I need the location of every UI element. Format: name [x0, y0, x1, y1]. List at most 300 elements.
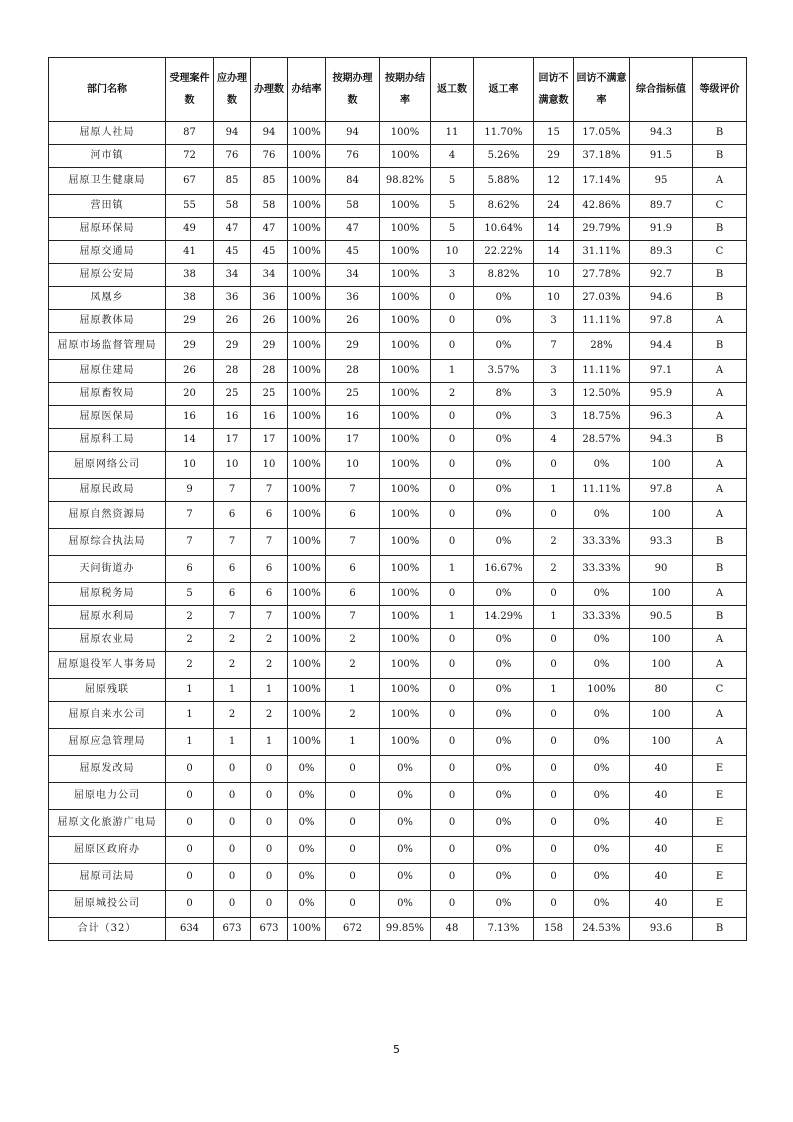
table-row [49, 145, 747, 168]
table-cell: 0% [574, 583, 630, 606]
table-row [49, 168, 747, 195]
table-cell: 0 [431, 629, 474, 652]
column-header: 按期办结率 [380, 58, 431, 122]
table-cell: 0% [474, 502, 534, 529]
table-cell: 100% [380, 583, 431, 606]
table-cell: 1 [214, 679, 251, 702]
table-cell: 90.5 [630, 606, 693, 629]
table-cell: E [693, 864, 747, 891]
table-cell: 87 [166, 122, 214, 145]
table-cell: 24 [534, 195, 574, 218]
table-cell: 6 [251, 502, 288, 529]
table-cell: 76 [214, 145, 251, 168]
table-cell: 0 [534, 502, 574, 529]
table-cell: 94 [326, 122, 380, 145]
department-name-cell: 屈原交通局 [49, 241, 166, 264]
table-cell: 100 [630, 702, 693, 729]
table-row [49, 479, 747, 502]
table-cell: 26 [166, 360, 214, 383]
table-row [49, 606, 747, 629]
table-cell: A [693, 729, 747, 756]
table-row [49, 652, 747, 679]
table-cell: 28 [326, 360, 380, 383]
column-header: 部门名称 [49, 58, 166, 122]
table-cell: 0 [166, 756, 214, 783]
table-cell: A [693, 360, 747, 383]
table-cell: 2 [431, 383, 474, 406]
table-cell: 0% [574, 729, 630, 756]
table-cell: 0 [431, 756, 474, 783]
department-name-cell: 屈原自然资源局 [49, 502, 166, 529]
table-cell: 0% [474, 729, 534, 756]
table-cell: 0 [431, 310, 474, 333]
table-cell: 2 [214, 629, 251, 652]
table-cell: B [693, 333, 747, 360]
table-cell: 0 [326, 891, 380, 918]
table-cell: 0 [431, 452, 474, 479]
table-cell: 94.3 [630, 429, 693, 452]
table-cell: 1 [431, 606, 474, 629]
table-cell: 80 [630, 679, 693, 702]
table-cell: 100% [288, 479, 326, 502]
table-cell: 40 [630, 756, 693, 783]
total-row [49, 918, 747, 941]
table-cell: 96.3 [630, 406, 693, 429]
department-name-cell: 屈原畜牧局 [49, 383, 166, 406]
table-cell: 100% [380, 218, 431, 241]
table-cell: 100% [288, 264, 326, 287]
table-cell: 0 [214, 864, 251, 891]
table-cell: 0 [431, 783, 474, 810]
table-cell: 6 [214, 556, 251, 583]
table-cell: 48 [431, 918, 474, 941]
table-cell: 100% [380, 556, 431, 583]
table-cell: 0% [574, 502, 630, 529]
table-cell: 0 [534, 756, 574, 783]
table-cell: 2 [326, 629, 380, 652]
table-cell: 25 [326, 383, 380, 406]
table-cell: 100% [380, 452, 431, 479]
table-cell: 0 [534, 891, 574, 918]
table-cell: 25 [214, 383, 251, 406]
department-name-cell: 屈原农业局 [49, 629, 166, 652]
table-cell: 7 [326, 606, 380, 629]
table-cell: A [693, 383, 747, 406]
table-cell: 7 [251, 529, 288, 556]
table-cell: 34 [326, 264, 380, 287]
table-cell: C [693, 241, 747, 264]
table-cell: 16 [214, 406, 251, 429]
column-header: 受理案件数 [166, 58, 214, 122]
table-cell: 100% [380, 264, 431, 287]
table-cell: 5 [166, 583, 214, 606]
table-cell: 0 [534, 837, 574, 864]
table-cell: 10 [534, 287, 574, 310]
table-row [49, 195, 747, 218]
table-cell: B [693, 529, 747, 556]
table-row [49, 452, 747, 479]
table-cell: B [693, 145, 747, 168]
table-cell: 0 [431, 583, 474, 606]
table-cell: 100% [288, 652, 326, 679]
table-cell: 0 [534, 810, 574, 837]
table-cell: 11 [431, 122, 474, 145]
table-row [49, 864, 747, 891]
table-cell: 100% [288, 310, 326, 333]
table-cell: 0% [474, 452, 534, 479]
table-cell: 7 [251, 479, 288, 502]
table-cell: 10 [251, 452, 288, 479]
table-cell: 100% [380, 360, 431, 383]
table-cell: 17 [326, 429, 380, 452]
table-cell: 7 [326, 479, 380, 502]
table-body [49, 122, 747, 941]
table-cell: 45 [251, 241, 288, 264]
table-cell: 100% [380, 479, 431, 502]
table-cell: 14 [534, 218, 574, 241]
table-cell: 18.75% [574, 406, 630, 429]
table-cell: 0 [166, 783, 214, 810]
table-row [49, 264, 747, 287]
table-cell: 89.3 [630, 241, 693, 264]
department-name-cell: 屈原公安局 [49, 264, 166, 287]
table-cell: 100% [288, 452, 326, 479]
table-cell: 0% [574, 810, 630, 837]
table-cell: 29 [534, 145, 574, 168]
table-cell: 0% [474, 783, 534, 810]
table-cell: 2 [251, 629, 288, 652]
table-cell: 6 [326, 502, 380, 529]
table-cell: C [693, 195, 747, 218]
table-cell: 5.88% [474, 168, 534, 195]
table-cell: C [693, 679, 747, 702]
column-header: 按期办理数 [326, 58, 380, 122]
table-cell: 1 [214, 729, 251, 756]
table-cell: 9 [166, 479, 214, 502]
table-cell: 0% [474, 702, 534, 729]
table-cell: 24.53% [574, 918, 630, 941]
table-cell: 27.78% [574, 264, 630, 287]
table-cell: 58 [326, 195, 380, 218]
table-cell: 100% [288, 702, 326, 729]
table-cell: 40 [630, 891, 693, 918]
table-cell: 6 [251, 556, 288, 583]
table-cell: 0 [534, 583, 574, 606]
table-cell: 6 [326, 556, 380, 583]
table-cell: 0 [431, 529, 474, 556]
table-cell: 38 [166, 264, 214, 287]
table-cell: 7 [166, 502, 214, 529]
table-cell: B [693, 264, 747, 287]
table-cell: 98.82% [380, 168, 431, 195]
table-cell: 1 [326, 679, 380, 702]
table-row [49, 406, 747, 429]
table-cell: 49 [166, 218, 214, 241]
table-cell: 1 [251, 679, 288, 702]
department-name-cell: 屈原发改局 [49, 756, 166, 783]
table-cell: 100% [288, 241, 326, 264]
table-cell: 1 [534, 679, 574, 702]
table-cell: 100% [288, 333, 326, 360]
table-cell: 11.11% [574, 360, 630, 383]
table-cell: 0 [214, 891, 251, 918]
table-cell: 0 [214, 756, 251, 783]
table-cell: 0 [534, 702, 574, 729]
table-cell: 7 [251, 606, 288, 629]
department-name-cell: 屈原电力公司 [49, 783, 166, 810]
table-cell: 14 [534, 241, 574, 264]
department-name-cell: 屈原自来水公司 [49, 702, 166, 729]
table-cell: 7 [214, 479, 251, 502]
table-cell: 42.86% [574, 195, 630, 218]
table-cell: 94 [251, 122, 288, 145]
table-cell: 0% [474, 756, 534, 783]
table-cell: 0% [574, 837, 630, 864]
table-cell: 2 [166, 606, 214, 629]
table-cell: 0 [251, 783, 288, 810]
table-cell: 100% [380, 606, 431, 629]
table-cell: 0 [431, 864, 474, 891]
table-cell: 100% [380, 729, 431, 756]
table-row [49, 679, 747, 702]
table-cell: 22.22% [474, 241, 534, 264]
table-cell: 5 [431, 168, 474, 195]
table-cell: 20 [166, 383, 214, 406]
table-cell: 95 [630, 168, 693, 195]
table-cell: 0% [474, 837, 534, 864]
table-cell: 10 [166, 452, 214, 479]
table-cell: 76 [326, 145, 380, 168]
table-cell: 0% [380, 864, 431, 891]
table-cell: 0 [431, 810, 474, 837]
table-cell: 1 [251, 729, 288, 756]
table-cell: 100% [380, 122, 431, 145]
table-cell: 45 [326, 241, 380, 264]
table-cell: 16.67% [474, 556, 534, 583]
table-cell: 100 [630, 502, 693, 529]
table-row [49, 891, 747, 918]
table-cell: 94.3 [630, 122, 693, 145]
table-cell: 14.29% [474, 606, 534, 629]
table-cell: B [693, 429, 747, 452]
column-header: 回访不满意率 [574, 58, 630, 122]
table-cell: 158 [534, 918, 574, 941]
table-cell: 100% [288, 168, 326, 195]
table-cell: 40 [630, 837, 693, 864]
table-cell: 17.14% [574, 168, 630, 195]
table-cell: 36 [326, 287, 380, 310]
column-header: 办结率 [288, 58, 326, 122]
table-cell: 33.33% [574, 556, 630, 583]
table-cell: 634 [166, 918, 214, 941]
table-cell: 0% [380, 891, 431, 918]
table-cell: 25 [251, 383, 288, 406]
department-name-cell: 屈原网络公司 [49, 452, 166, 479]
table-cell: 0% [380, 783, 431, 810]
table-cell: 0 [251, 864, 288, 891]
column-header: 办理数 [251, 58, 288, 122]
table-cell: 89.7 [630, 195, 693, 218]
table-cell: 100% [380, 529, 431, 556]
table-cell: 0 [534, 783, 574, 810]
table-row [49, 583, 747, 606]
department-name-cell: 营田镇 [49, 195, 166, 218]
table-cell: 29 [166, 310, 214, 333]
table-cell: 0% [380, 810, 431, 837]
department-name-cell: 屈原综合执法局 [49, 529, 166, 556]
table-cell: 0 [166, 837, 214, 864]
table-cell: A [693, 168, 747, 195]
table-cell: 58 [214, 195, 251, 218]
table-cell: 6 [251, 583, 288, 606]
column-header: 综合指标值 [630, 58, 693, 122]
table-cell: 17 [251, 429, 288, 452]
department-name-cell: 屈原民政局 [49, 479, 166, 502]
table-cell: 0 [431, 837, 474, 864]
table-cell: 6 [166, 556, 214, 583]
table-cell: 2 [166, 629, 214, 652]
table-cell: 84 [326, 168, 380, 195]
table-cell: 15 [534, 122, 574, 145]
table-cell: 100% [288, 383, 326, 406]
table-cell: 47 [214, 218, 251, 241]
table-cell: 17 [214, 429, 251, 452]
table-cell: A [693, 310, 747, 333]
table-cell: 40 [630, 810, 693, 837]
table-cell: 97.1 [630, 360, 693, 383]
table-cell: 1 [431, 556, 474, 583]
table-cell: 91.5 [630, 145, 693, 168]
table-cell: 99.85% [380, 918, 431, 941]
table-cell: 0 [326, 783, 380, 810]
page-number: 5 [393, 1043, 400, 1056]
table-cell: 3 [534, 406, 574, 429]
table-cell: 94.6 [630, 287, 693, 310]
table-cell: 29 [214, 333, 251, 360]
table-cell: 100% [380, 287, 431, 310]
table-cell: 58 [251, 195, 288, 218]
table-cell: 67 [166, 168, 214, 195]
table-cell: 100 [630, 583, 693, 606]
table-cell: 2 [534, 556, 574, 583]
table-cell: 0% [288, 783, 326, 810]
table-cell: 33.33% [574, 529, 630, 556]
column-header: 返工率 [474, 58, 534, 122]
table-cell: 17.05% [574, 122, 630, 145]
table-cell: 0% [474, 583, 534, 606]
table-cell: 0% [288, 864, 326, 891]
report-sheet [48, 57, 746, 941]
table-cell: 100% [288, 918, 326, 941]
table-row [49, 241, 747, 264]
table-cell: 0 [251, 756, 288, 783]
table-row [49, 810, 747, 837]
table-row [49, 310, 747, 333]
table-cell: 100% [288, 556, 326, 583]
table-cell: 0% [474, 406, 534, 429]
table-row [49, 333, 747, 360]
table-cell: 0% [474, 891, 534, 918]
table-cell: 100% [288, 287, 326, 310]
table-cell: 100 [630, 452, 693, 479]
table-cell: 1 [534, 606, 574, 629]
table-cell: 6 [214, 502, 251, 529]
table-cell: 2 [251, 652, 288, 679]
table-cell: 0 [431, 652, 474, 679]
table-cell: 91.9 [630, 218, 693, 241]
table-cell: 0 [431, 679, 474, 702]
table-cell: 0% [574, 702, 630, 729]
department-name-cell: 屈原应急管理局 [49, 729, 166, 756]
table-cell: 94 [214, 122, 251, 145]
table-cell: 0% [474, 479, 534, 502]
table-cell: 0 [214, 783, 251, 810]
table-cell: 11.70% [474, 122, 534, 145]
table-cell: 28 [214, 360, 251, 383]
table-cell: 12.50% [574, 383, 630, 406]
table-row [49, 287, 747, 310]
department-name-cell: 屈原科工局 [49, 429, 166, 452]
table-cell: 100% [288, 606, 326, 629]
department-name-cell: 屈原城投公司 [49, 891, 166, 918]
table-cell: 100% [380, 406, 431, 429]
table-cell: 0% [574, 452, 630, 479]
table-cell: 2 [534, 529, 574, 556]
table-cell: 7 [534, 333, 574, 360]
table-cell: 76 [251, 145, 288, 168]
table-cell: A [693, 452, 747, 479]
table-cell: 0 [214, 837, 251, 864]
table-cell: 95.9 [630, 383, 693, 406]
table-cell: B [693, 918, 747, 941]
table-cell: 100% [288, 502, 326, 529]
table-cell: 26 [326, 310, 380, 333]
table-cell: 7.13% [474, 918, 534, 941]
table-cell: A [693, 583, 747, 606]
table-cell: 85 [251, 168, 288, 195]
table-cell: 16 [326, 406, 380, 429]
table-cell: 36 [214, 287, 251, 310]
table-cell: 0 [431, 406, 474, 429]
table-cell: 90 [630, 556, 693, 583]
table-cell: 0 [326, 810, 380, 837]
table-row [49, 502, 747, 529]
table-cell: 41 [166, 241, 214, 264]
table-row [49, 429, 747, 452]
table-cell: 0 [326, 864, 380, 891]
table-cell: 26 [214, 310, 251, 333]
table-cell: 0 [214, 810, 251, 837]
table-cell: 10 [534, 264, 574, 287]
table-row [49, 556, 747, 583]
table-cell: 14 [166, 429, 214, 452]
table-cell: 31.11% [574, 241, 630, 264]
table-cell: 0 [166, 864, 214, 891]
table-cell: 0 [431, 729, 474, 756]
table-cell: A [693, 702, 747, 729]
table-row [49, 756, 747, 783]
table-cell: 1 [166, 702, 214, 729]
table-cell: 28% [574, 333, 630, 360]
table-cell: 16 [251, 406, 288, 429]
table-cell: 3 [431, 264, 474, 287]
table-cell: 0 [431, 479, 474, 502]
column-header: 应办理数 [214, 58, 251, 122]
table-cell: 0% [574, 652, 630, 679]
table-cell: 1 [166, 729, 214, 756]
department-name-cell: 屈原文化旅游广电局 [49, 810, 166, 837]
table-cell: 33.33% [574, 606, 630, 629]
